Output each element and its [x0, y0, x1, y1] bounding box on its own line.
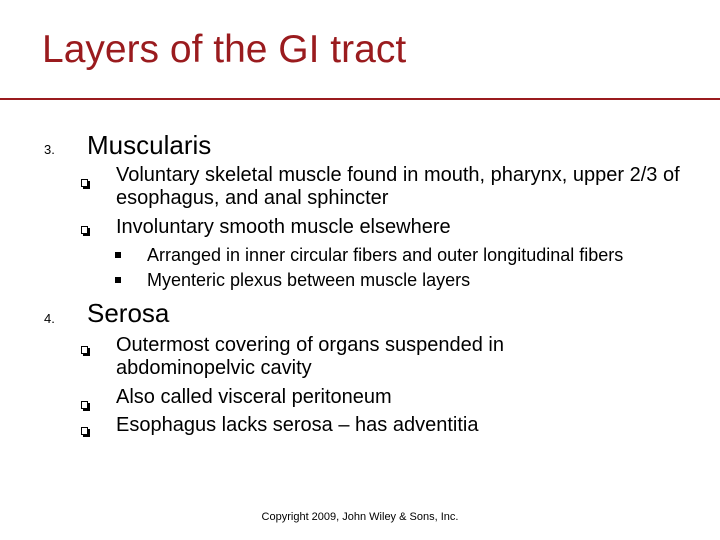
filled-square-bullet-icon [115, 277, 121, 283]
list-item: Esophagus lacks serosa – has adventitia [116, 414, 479, 436]
list-item: Arranged in inner circular fibers and outer longitudinal fibers [147, 245, 624, 265]
list-item: Myenteric plexus between muscle layers [147, 270, 471, 290]
square-bullet-icon [81, 401, 88, 409]
square-bullet-icon [81, 346, 88, 354]
list-item: Voluntary skeletal muscle found in mouth, pharynx, upper 2/3 of esophagus, and anal sphincter [116, 164, 680, 209]
list-item: Involuntary smooth muscle elsewhere [116, 216, 451, 238]
filled-square-bullet-icon [115, 252, 121, 258]
copyright-footer: Copyright 2009, John Wiley & Sons, Inc. [261, 511, 459, 523]
list-item: Outermost covering of organs suspended in abdominopelvic cavity [116, 334, 504, 379]
square-bullet-icon [81, 179, 88, 187]
square-bullet-icon [81, 427, 88, 435]
list-heading-muscularis: Muscularis [87, 130, 212, 160]
title-divider [0, 98, 720, 100]
square-bullet-icon [81, 226, 88, 234]
list-heading-serosa: Serosa [87, 298, 170, 328]
list-number: 4. [44, 311, 55, 326]
list-item: Also called visceral peritoneum [116, 386, 392, 408]
slide-title: Layers of the GI tract [42, 28, 407, 71]
list-number: 3. [44, 142, 55, 157]
